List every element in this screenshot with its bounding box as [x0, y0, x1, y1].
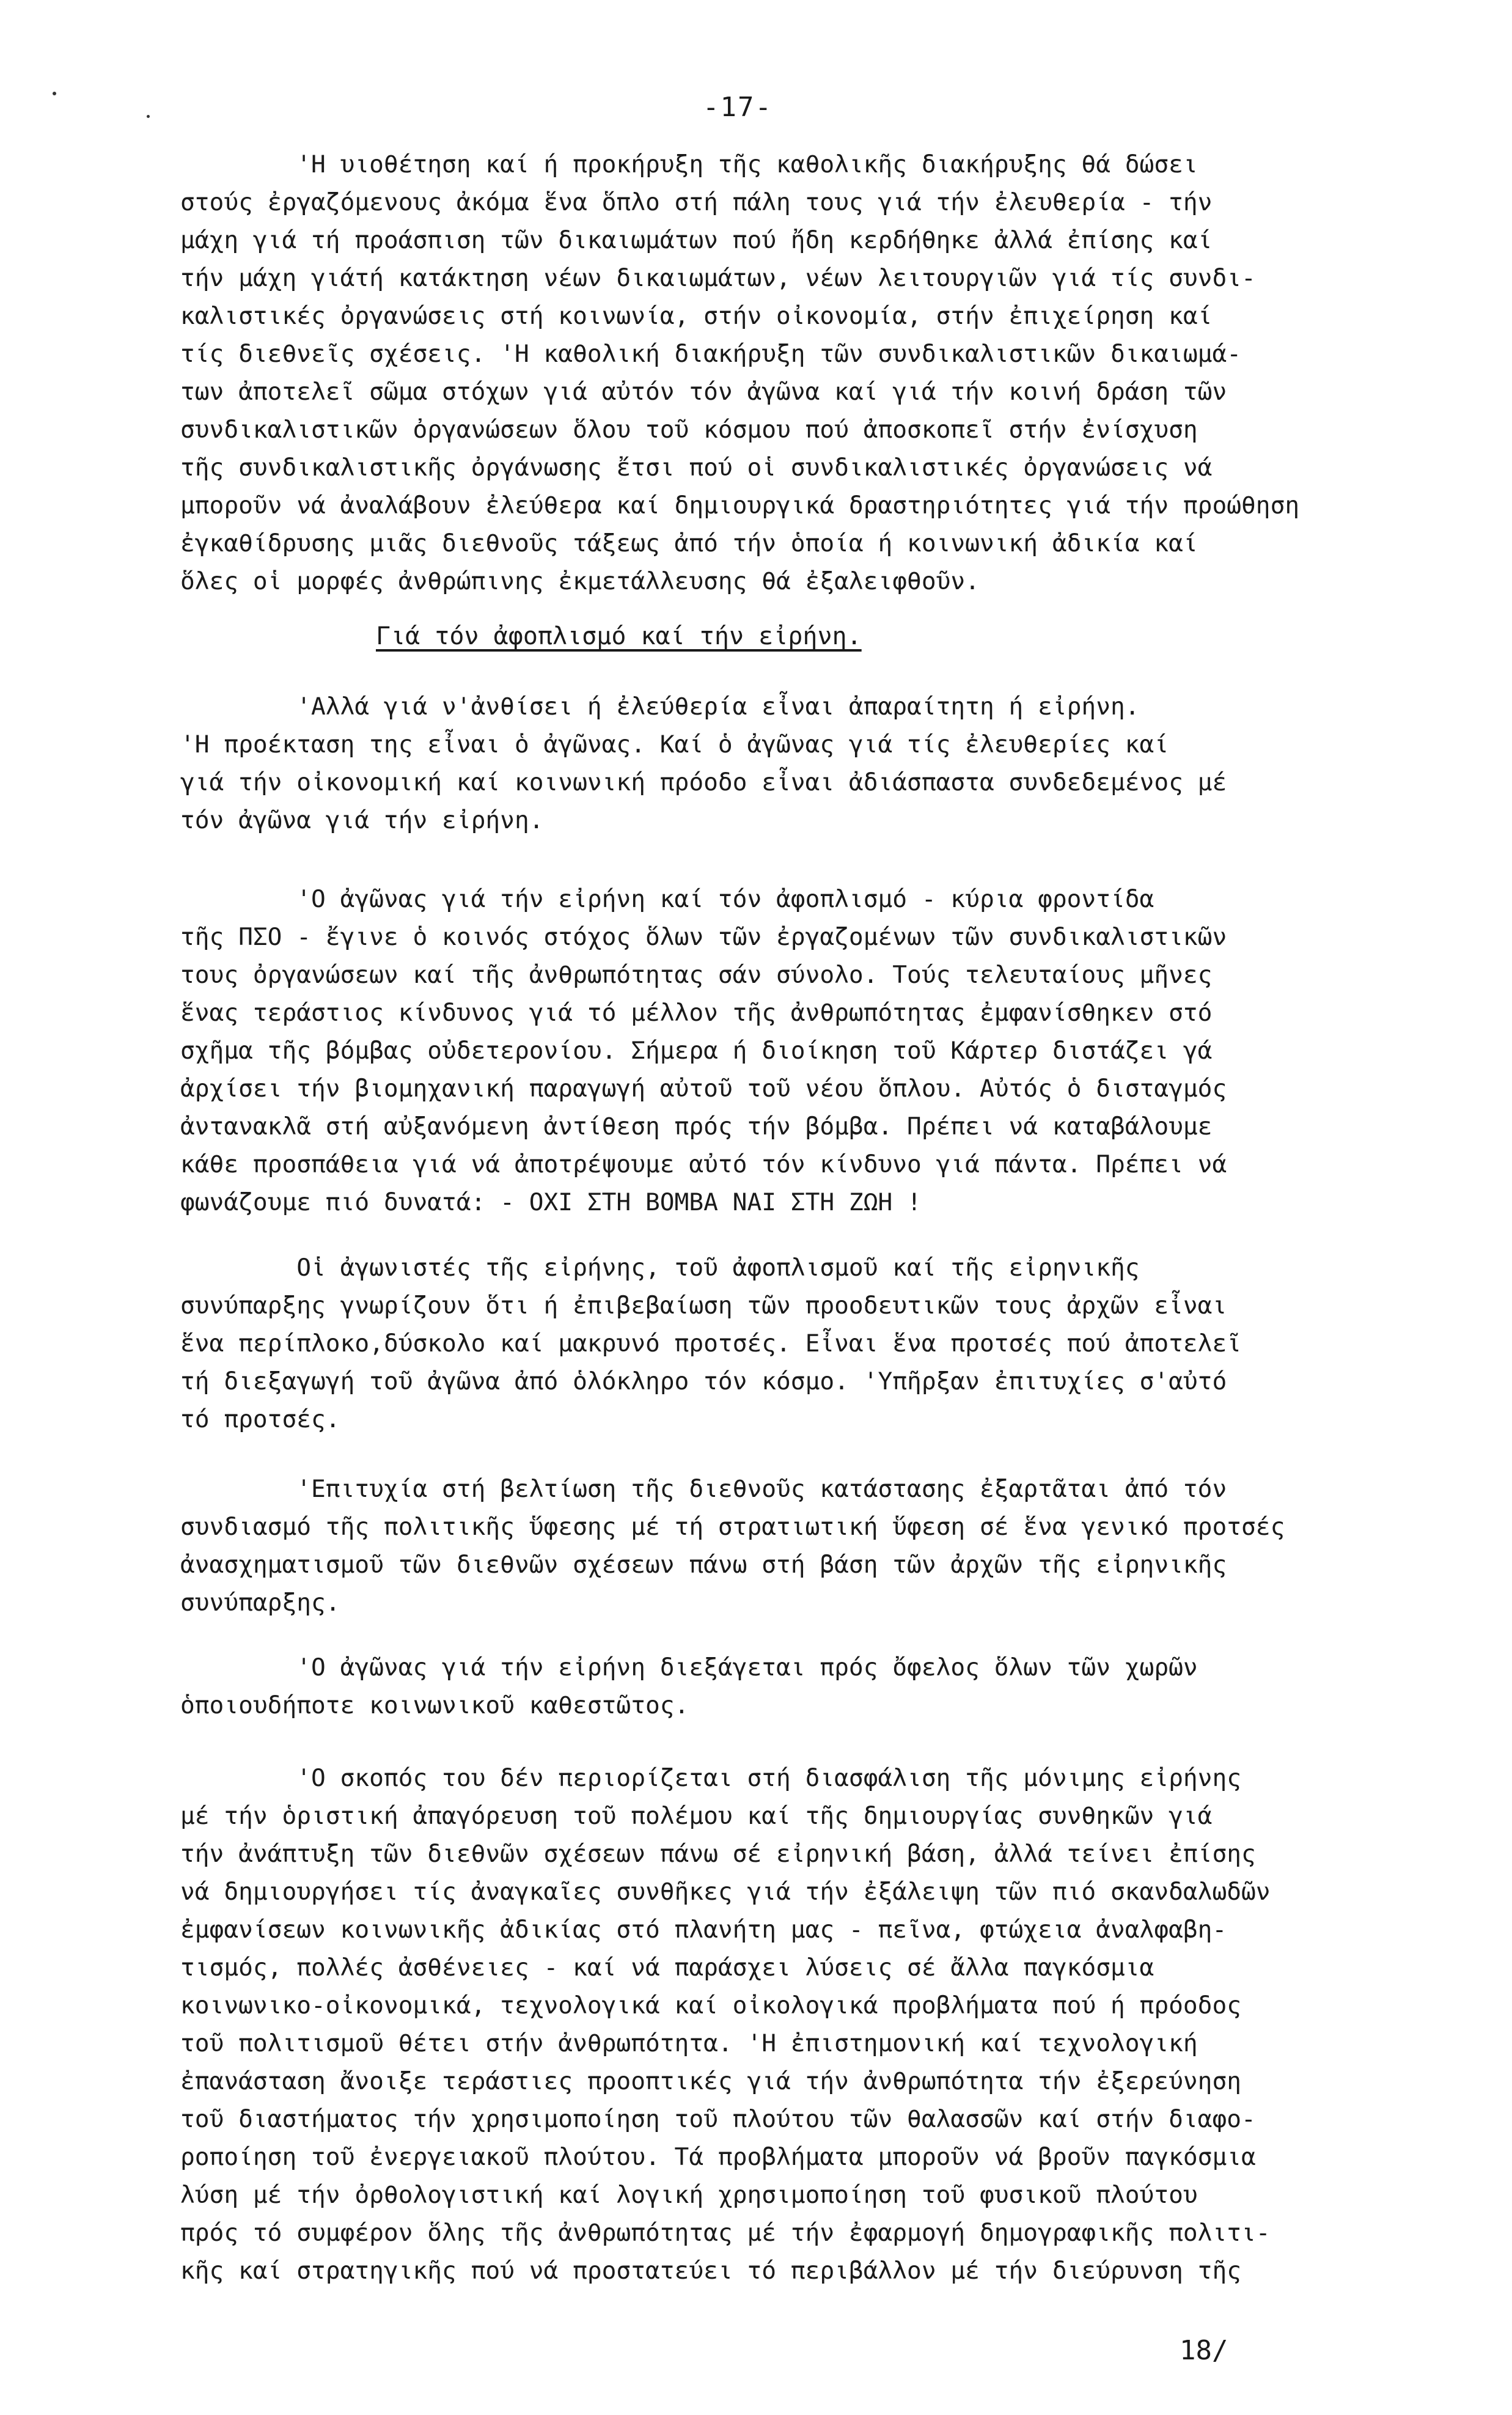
text-line: τήν ἀνάπτυξη τῶν διεθνῶν σχέσεων πάνω σέ εἰρηνική βάση, ἀλλά τείνει ἐπίσης — [180, 1840, 1256, 1868]
text-line: τοῦ διαστήματος τήν χρησιμοποίηση τοῦ πλούτου τῶν θαλασσῶν καί στήν διαφο- — [180, 2105, 1256, 2133]
paragraph-freedom-peace — [180, 688, 1378, 839]
text-line: ἕνα περίπλοκο,δύσκολο καί μακρυνό προτσές. Εἶναι ἕνα προτσές πού ἀποτελεῖ — [180, 1329, 1242, 1358]
text-line: 'Η προέκταση της εἶναι ὁ ἀγῶνας. Καί ὁ ἀγῶνας γιά τίς ἐλευθερίες καί — [180, 730, 1169, 759]
text-line: ροποίηση τοῦ ἐνεργειακοῦ πλούτου. Τά προβλήματα μποροῦν νά βροῦν παγκόσμια — [180, 2143, 1256, 2171]
paragraph-purpose — [180, 1759, 1378, 2290]
text-line: μάχη γιά τή προάσπιση τῶν δικαιωμάτων πού ἤδη κερδήθηκε ἀλλά ἐπίσης καί — [180, 226, 1213, 254]
text-line: συνδιασμό τῆς πολιτικῆς ὕφεσης μέ τή στρατιωτική ὕφεση σέ ἕνα γενικό προτσές — [180, 1513, 1285, 1541]
paragraph-peace-fighters — [180, 1249, 1378, 1438]
text-line: ἐπανάσταση ἄνοιξε τεράστιες προοπτικές γιά τήν ἀνθρωπότητα τήν ἐξερεύνηση — [180, 2067, 1242, 2095]
text-line: μέ τήν ὁριστική ἀπαγόρευση τοῦ πολέμου καί τῆς δημιουργίας συνθηκῶν γιά — [180, 1802, 1213, 1830]
text-line: 'Αλλά γιά ν'ἀνθίσει ή ἐλεύθερία εἶναι ἀπαραίτητη ή εἰρήνη. — [180, 693, 1140, 721]
paragraph-disarmament — [180, 880, 1378, 1221]
paragraph-universal-declaration — [180, 145, 1378, 600]
text-line: τοῦ πολιτισμοῦ θέτει στήν ἀνθρωπότητα. 'Η ἐπιστημονική καί τεχνολογική — [180, 2029, 1198, 2057]
text-line: 'Ο ἀγῶνας γιά τήν εἰρήνη διεξάγεται πρός ὄφελος ὅλων τῶν χωρῶν — [180, 1653, 1198, 1682]
text-line: τους ὀργανώσεων καί τῆς ἀνθρωπότητας σάν σύνολο. Τούς τελευταίους μῆνες — [180, 961, 1213, 989]
text-line: 'Ο σκοπός του δέν περιορίζεται στή διασφάλιση τῆς μόνιμης εἰρήνης — [180, 1764, 1242, 1792]
text-line: συνύπαρξης. — [180, 1589, 340, 1617]
text-line: Οἱ ἀγωνιστές τῆς εἰρήνης, τοῦ ἀφοπλισμοῦ καί τῆς εἰρηνικῆς — [180, 1254, 1140, 1282]
text-line: τήν μάχη γιάτή κατάκτηση νέων δικαιωμάτων, νέων λειτουργιῶν γιά τίς συνδι- — [180, 264, 1256, 292]
text-line: σχῆμα τῆς βόμβας οὐδετερονίου. Σήμερα ή διοίκηση τοῦ Κάρτερ διστάζει γά — [180, 1037, 1213, 1065]
text-line: ὁποιουδήποτε κοινωνικοῦ καθεστῶτος. — [180, 1691, 689, 1719]
text-line: μποροῦν νά ἀναλάβουν ἐλεύθερα καί δημιουργικά δραστηριότητες γιά τήν προώθηση — [180, 491, 1300, 520]
text-line: τισμός, πολλές ἀσθένειες - καί νά παράσχει λύσεις σέ ἄλλα παγκόσμια — [180, 1954, 1154, 1982]
text-line: τόν ἀγῶνα γιά τήν εἰρήνη. — [180, 806, 544, 834]
text-line: τῆς ΠΣΟ - ἔγινε ὁ κοινός στόχος ὅλων τῶν ἐργαζομένων τῶν συνδικαλιστικῶν — [180, 923, 1227, 951]
text-line: φωνάζουμε πιό δυνατά: - ΟΧΙ ΣΤΗ ΒΟΜΒΑ ΝΑΙ ΣΤΗ ΖΩΗ ! — [180, 1188, 922, 1216]
text-line: 'Ο ἀγῶνας γιά τήν εἰρήνη καί τόν ἀφοπλισμό - κύρια φροντίδα — [180, 885, 1154, 913]
scan-speck — [53, 92, 56, 95]
text-line: κάθε προσπάθεια γιά νά ἀποτρέψουμε αὐτό τόν κίνδυνο γιά πάντα. Πρέπει νά — [180, 1150, 1227, 1178]
text-line: τό προτσές. — [180, 1405, 340, 1433]
text-line: ἀντανακλᾶ στή αὐξανόμενη ἀντίθεση πρός τήν βόμβα. Πρέπει νά καταβάλουμε — [180, 1112, 1213, 1141]
text-line: ἕνας τεράστιος κίνδυνος γιά τό μέλλον τῆς ἀνθρωπότητας ἐμφανίσθηκεν στό — [180, 999, 1213, 1027]
page-number: -17- — [703, 92, 773, 123]
paragraph-success — [180, 1470, 1378, 1622]
text-line: 'Επιτυχία στή βελτίωση τῆς διεθνοῦς κατάστασης ἐξαρτᾶται ἀπό τόν — [180, 1475, 1227, 1503]
text-line: κοινωνικο-οἰκονομικά, τεχνολογικά καί οἰκολογικά προβλήματα πού ή πρόοδος — [180, 1991, 1242, 2020]
text-line: καλιστικές ὀργανώσεις στή κοινωνία, στήν οἰκονομία, στήν ἐπιχείρηση καί — [180, 302, 1213, 330]
text-line: τή διεξαγωγή τοῦ ἀγῶνα ἀπό ὁλόκληρο τόν κόσμο. 'Υπῆρξαν ἐπιτυχίες σ'αὐτό — [180, 1367, 1227, 1395]
continuation-marker: 18/ — [1180, 2335, 1228, 2366]
text-line: γιά τήν οἰκονομική καί κοινωνική πρόοδο εἶναι ἀδιάσπαστα συνδεδεμένος μέ — [180, 768, 1227, 796]
text-line: συνδικαλιστικῶν ὀργανώσεων ὅλου τοῦ κόσμου πού ἀποσκοπεῖ στήν ἐνίσχυση — [180, 416, 1198, 444]
text-line: ὅλες οἱ μορφές ἀνθρώπινης ἐκμετάλλευσης θά ἐξαλειφθοῦν. — [180, 567, 980, 595]
text-line: κῆς καί στρατηγικῆς πού νά προστατεύει τό περιβάλλον μέ τήν διεύρυνση τῆς — [180, 2257, 1242, 2285]
text-line: τίς διεθνεῖς σχέσεις. 'Η καθολική διακήρυξη τῶν συνδικαλιστικῶν δικαιωμά- — [180, 340, 1242, 368]
text-line: πρός τό συμφέρον ὅλης τῆς ἀνθρωπότητας μέ τήν ἐφαρμογή δημογραφικῆς πολιτι- — [180, 2219, 1271, 2247]
section-heading: Γιά τόν ἀφοπλισμό καί τήν εἰρήνη. — [376, 622, 862, 650]
scan-speck — [147, 115, 150, 118]
text-line: λύση μέ τήν ὀρθολογιστική καί λογική χρησιμοποίηση τοῦ φυσικοῦ πλούτου — [180, 2181, 1198, 2209]
paragraph-struggle-benefit — [180, 1649, 1378, 1724]
text-line: των ἀποτελεῖ σῶμα στόχων γιά αὐτόν τόν ἀγῶνα καί γιά τήν κοινή δράση τῶν — [180, 378, 1227, 406]
text-line: τῆς συνδικαλιστικῆς ὀργάνωσης ἔτσι πού οἱ συνδικαλιστικές ὀργανώσεις νά — [180, 454, 1213, 482]
text-line: ἐμφανίσεων κοινωνικῆς ἀδικίας στό πλανήτη μας - πεῖνα, φτώχεια ἀναλφαβη- — [180, 1916, 1227, 1944]
text-line: ἀρχίσει τήν βιομηχανική παραγωγή αὐτοῦ τοῦ νέου ὅπλου. Αὐτός ὁ δισταγμός — [180, 1075, 1227, 1103]
text-line: συνύπαρξης γνωρίζουν ὅτι ή ἐπιβεβαίωση τῶν προοδευτικῶν τους ἀρχῶν εἶναι — [180, 1292, 1227, 1320]
text-line: ἐγκαθίδρυσης μιᾶς διεθνοῦς τάξεως ἀπό τήν ὁποία ή κοινωνική ἀδικία καί — [180, 529, 1198, 557]
text-line: ἀνασχηματισμοῦ τῶν διεθνῶν σχέσεων πάνω στή βάση τῶν ἀρχῶν τῆς εἰρηνικῆς — [180, 1551, 1227, 1579]
text-line: νά δημιουργήσει τίς ἀναγκαῖες συνθῆκες γιά τήν ἐξάλειψη τῶν πιό σκανδαλωδῶν — [180, 1878, 1271, 1906]
text-line: στούς ἐργαζόμενους ἀκόμα ἕνα ὅπλο στή πάλη τους γιά τήν ἐλευθερία - τήν — [180, 188, 1213, 216]
text-line: 'Η υιοθέτηση καί ή προκήρυξη τῆς καθολικῆς διακήρυξης θά δώσει — [180, 150, 1198, 178]
